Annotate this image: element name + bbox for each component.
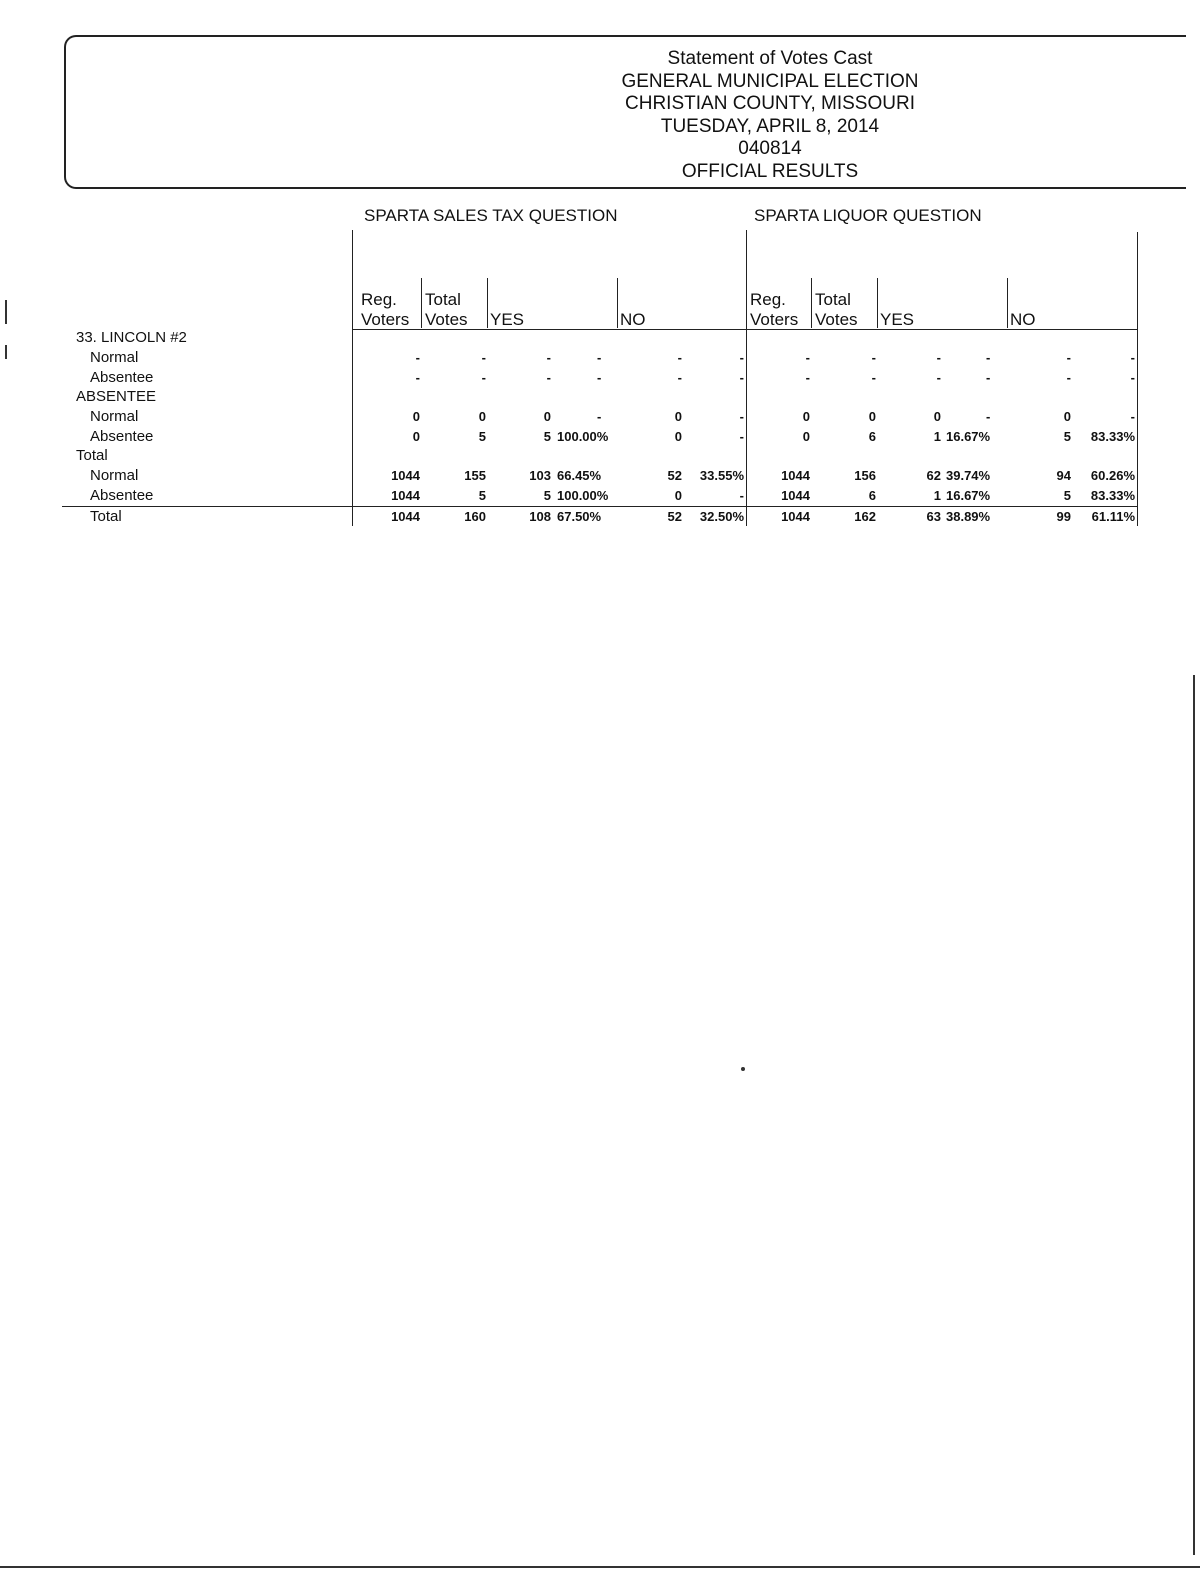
row-label: Absentee bbox=[90, 428, 154, 445]
table-cell: 61.11% bbox=[1091, 509, 1135, 524]
table-cell: 99 bbox=[1056, 509, 1071, 524]
column-divider bbox=[487, 278, 488, 328]
table-cell: 5 bbox=[478, 488, 486, 503]
table-cell: - bbox=[546, 370, 551, 385]
table-cell: 5 bbox=[478, 429, 486, 444]
col-no: NO bbox=[620, 310, 646, 329]
table-cell: 16.67% bbox=[946, 488, 991, 503]
table-cell: 1044 bbox=[781, 509, 810, 524]
table-cell: 162 bbox=[854, 509, 876, 524]
row-label: Absentee bbox=[90, 369, 154, 386]
table-cell: 1044 bbox=[781, 468, 810, 483]
table-cell: - bbox=[739, 350, 744, 365]
table-cell: 0 bbox=[674, 409, 682, 424]
table-cell: 52 bbox=[667, 468, 682, 483]
table-cell: - bbox=[739, 409, 744, 424]
table-cell: 0 bbox=[674, 429, 682, 444]
table-cell: - bbox=[546, 350, 551, 365]
table-cell: 5 bbox=[543, 429, 551, 444]
table-divider bbox=[1137, 232, 1138, 526]
scan-mark bbox=[5, 300, 7, 324]
table-cell: - bbox=[1130, 370, 1135, 385]
table-cell: - bbox=[597, 350, 602, 365]
table-cell: 103 bbox=[529, 468, 551, 483]
table-cell: 0 bbox=[478, 409, 486, 424]
table-cell: 0 bbox=[802, 409, 810, 424]
header-line: GENERAL MUNICIPAL ELECTION bbox=[621, 70, 919, 92]
table-cell: 155 bbox=[464, 468, 486, 483]
table-cell: 5 bbox=[1063, 429, 1071, 444]
table-cell: 16.67% bbox=[946, 429, 991, 444]
row-label: Normal bbox=[90, 408, 139, 425]
table-cell: - bbox=[936, 370, 941, 385]
table-cell: 1044 bbox=[391, 488, 420, 503]
table-divider bbox=[746, 230, 747, 526]
table-cell: - bbox=[739, 370, 744, 385]
table-cell: 5 bbox=[1063, 488, 1071, 503]
row-label-precinct: 33. LINCOLN #2 bbox=[76, 329, 187, 346]
row-label: Normal bbox=[90, 467, 139, 484]
table-cell: 33.55% bbox=[699, 468, 744, 483]
table-cell: - bbox=[871, 370, 876, 385]
table-cell: 1044 bbox=[781, 488, 810, 503]
table-cell: - bbox=[986, 350, 991, 365]
table-cell: 156 bbox=[854, 468, 876, 483]
table-cell: 83.33% bbox=[1090, 429, 1135, 444]
table-cell: 63 bbox=[926, 509, 941, 524]
col-yes: YES bbox=[880, 310, 915, 329]
table-cell: - bbox=[986, 409, 991, 424]
table-cell: - bbox=[415, 350, 420, 365]
table-cell: 38.89% bbox=[946, 509, 991, 524]
table-cell: - bbox=[936, 350, 941, 365]
table-cell: 1044 bbox=[391, 468, 420, 483]
scan-dot bbox=[741, 1067, 745, 1071]
table-cell: 32.50% bbox=[699, 509, 744, 524]
table-cell: 6 bbox=[868, 488, 876, 503]
row-label-grand-total: Total bbox=[90, 508, 122, 525]
table-cell: - bbox=[1130, 350, 1135, 365]
row-label-group: ABSENTEE bbox=[76, 388, 157, 405]
header-line: OFFICIAL RESULTS bbox=[681, 160, 859, 182]
table-cell: - bbox=[597, 370, 602, 385]
table-cell: 1 bbox=[933, 488, 941, 503]
table-divider bbox=[352, 230, 353, 526]
column-divider bbox=[811, 278, 812, 328]
table-cell: 0 bbox=[412, 429, 420, 444]
row-label-group: Total bbox=[76, 447, 108, 464]
col-total-votes: Total Votes bbox=[815, 290, 858, 329]
table-cell: 60.26% bbox=[1090, 468, 1135, 483]
header-line: Statement of Votes Cast bbox=[667, 48, 873, 69]
table-cell: 52 bbox=[667, 509, 682, 524]
table-cell: 66.45% bbox=[557, 468, 602, 483]
table-cell: - bbox=[986, 370, 991, 385]
table-cell: 0 bbox=[543, 409, 551, 424]
col-reg-voters: Reg. Voters bbox=[750, 290, 799, 329]
table-cell: 0 bbox=[412, 409, 420, 424]
table-cell: - bbox=[739, 429, 744, 444]
table-cell: - bbox=[805, 370, 810, 385]
table-cell: 1 bbox=[933, 429, 941, 444]
col-yes: YES bbox=[490, 310, 525, 329]
document-header bbox=[560, 48, 980, 183]
column-divider bbox=[877, 278, 878, 328]
table-cell: 108 bbox=[529, 509, 551, 524]
scan-mark bbox=[1193, 675, 1195, 1555]
col-total-votes: Total Votes bbox=[425, 290, 468, 329]
row-label: Normal bbox=[90, 349, 139, 366]
table-cell: 0 bbox=[868, 409, 876, 424]
table-cell: 100.00% bbox=[557, 429, 609, 444]
table-cell: 1044 bbox=[391, 509, 420, 524]
table-cell: 160 bbox=[464, 509, 486, 524]
table-cell: - bbox=[415, 370, 420, 385]
table-cell: 0 bbox=[1063, 409, 1071, 424]
table-cell: 100.00% bbox=[557, 488, 609, 503]
table-cell: - bbox=[739, 488, 744, 503]
table-cell: - bbox=[677, 350, 682, 365]
column-divider bbox=[617, 278, 618, 328]
header-line: 040814 bbox=[738, 138, 802, 159]
scan-edge bbox=[0, 1566, 1200, 1568]
table-cell: 5 bbox=[543, 488, 551, 503]
table-cell: 39.74% bbox=[946, 468, 991, 483]
table-cell: 0 bbox=[933, 409, 941, 424]
question-title-sales-tax: SPARTA SALES TAX QUESTION bbox=[364, 206, 618, 225]
header-line: TUESDAY, APRIL 8, 2014 bbox=[660, 115, 880, 137]
question-title-liquor: SPARTA LIQUOR QUESTION bbox=[754, 206, 982, 225]
table-cell: - bbox=[481, 350, 486, 365]
table-cell: - bbox=[1066, 370, 1071, 385]
table-cell: 62 bbox=[926, 468, 941, 483]
table-cell: - bbox=[597, 409, 602, 424]
column-divider bbox=[1007, 278, 1008, 328]
row-label: Absentee bbox=[90, 487, 154, 504]
table-cell: 6 bbox=[868, 429, 876, 444]
col-no: NO bbox=[1010, 310, 1036, 329]
table-cell: 0 bbox=[802, 429, 810, 444]
table-cell: 83.33% bbox=[1090, 488, 1135, 503]
table-cell: - bbox=[677, 370, 682, 385]
table-cell: - bbox=[481, 370, 486, 385]
table-cell: - bbox=[1130, 409, 1135, 424]
scan-mark bbox=[5, 345, 7, 359]
table-cell: - bbox=[805, 350, 810, 365]
table-cell: 67.50% bbox=[557, 509, 602, 524]
column-divider bbox=[421, 278, 422, 328]
table-cell: 0 bbox=[674, 488, 682, 503]
header-line: CHRISTIAN COUNTY, MISSOURI bbox=[625, 93, 915, 114]
col-reg-voters: Reg. Voters bbox=[361, 290, 410, 329]
table-cell: - bbox=[871, 350, 876, 365]
table-cell: 94 bbox=[1056, 468, 1071, 483]
table-cell: - bbox=[1066, 350, 1071, 365]
